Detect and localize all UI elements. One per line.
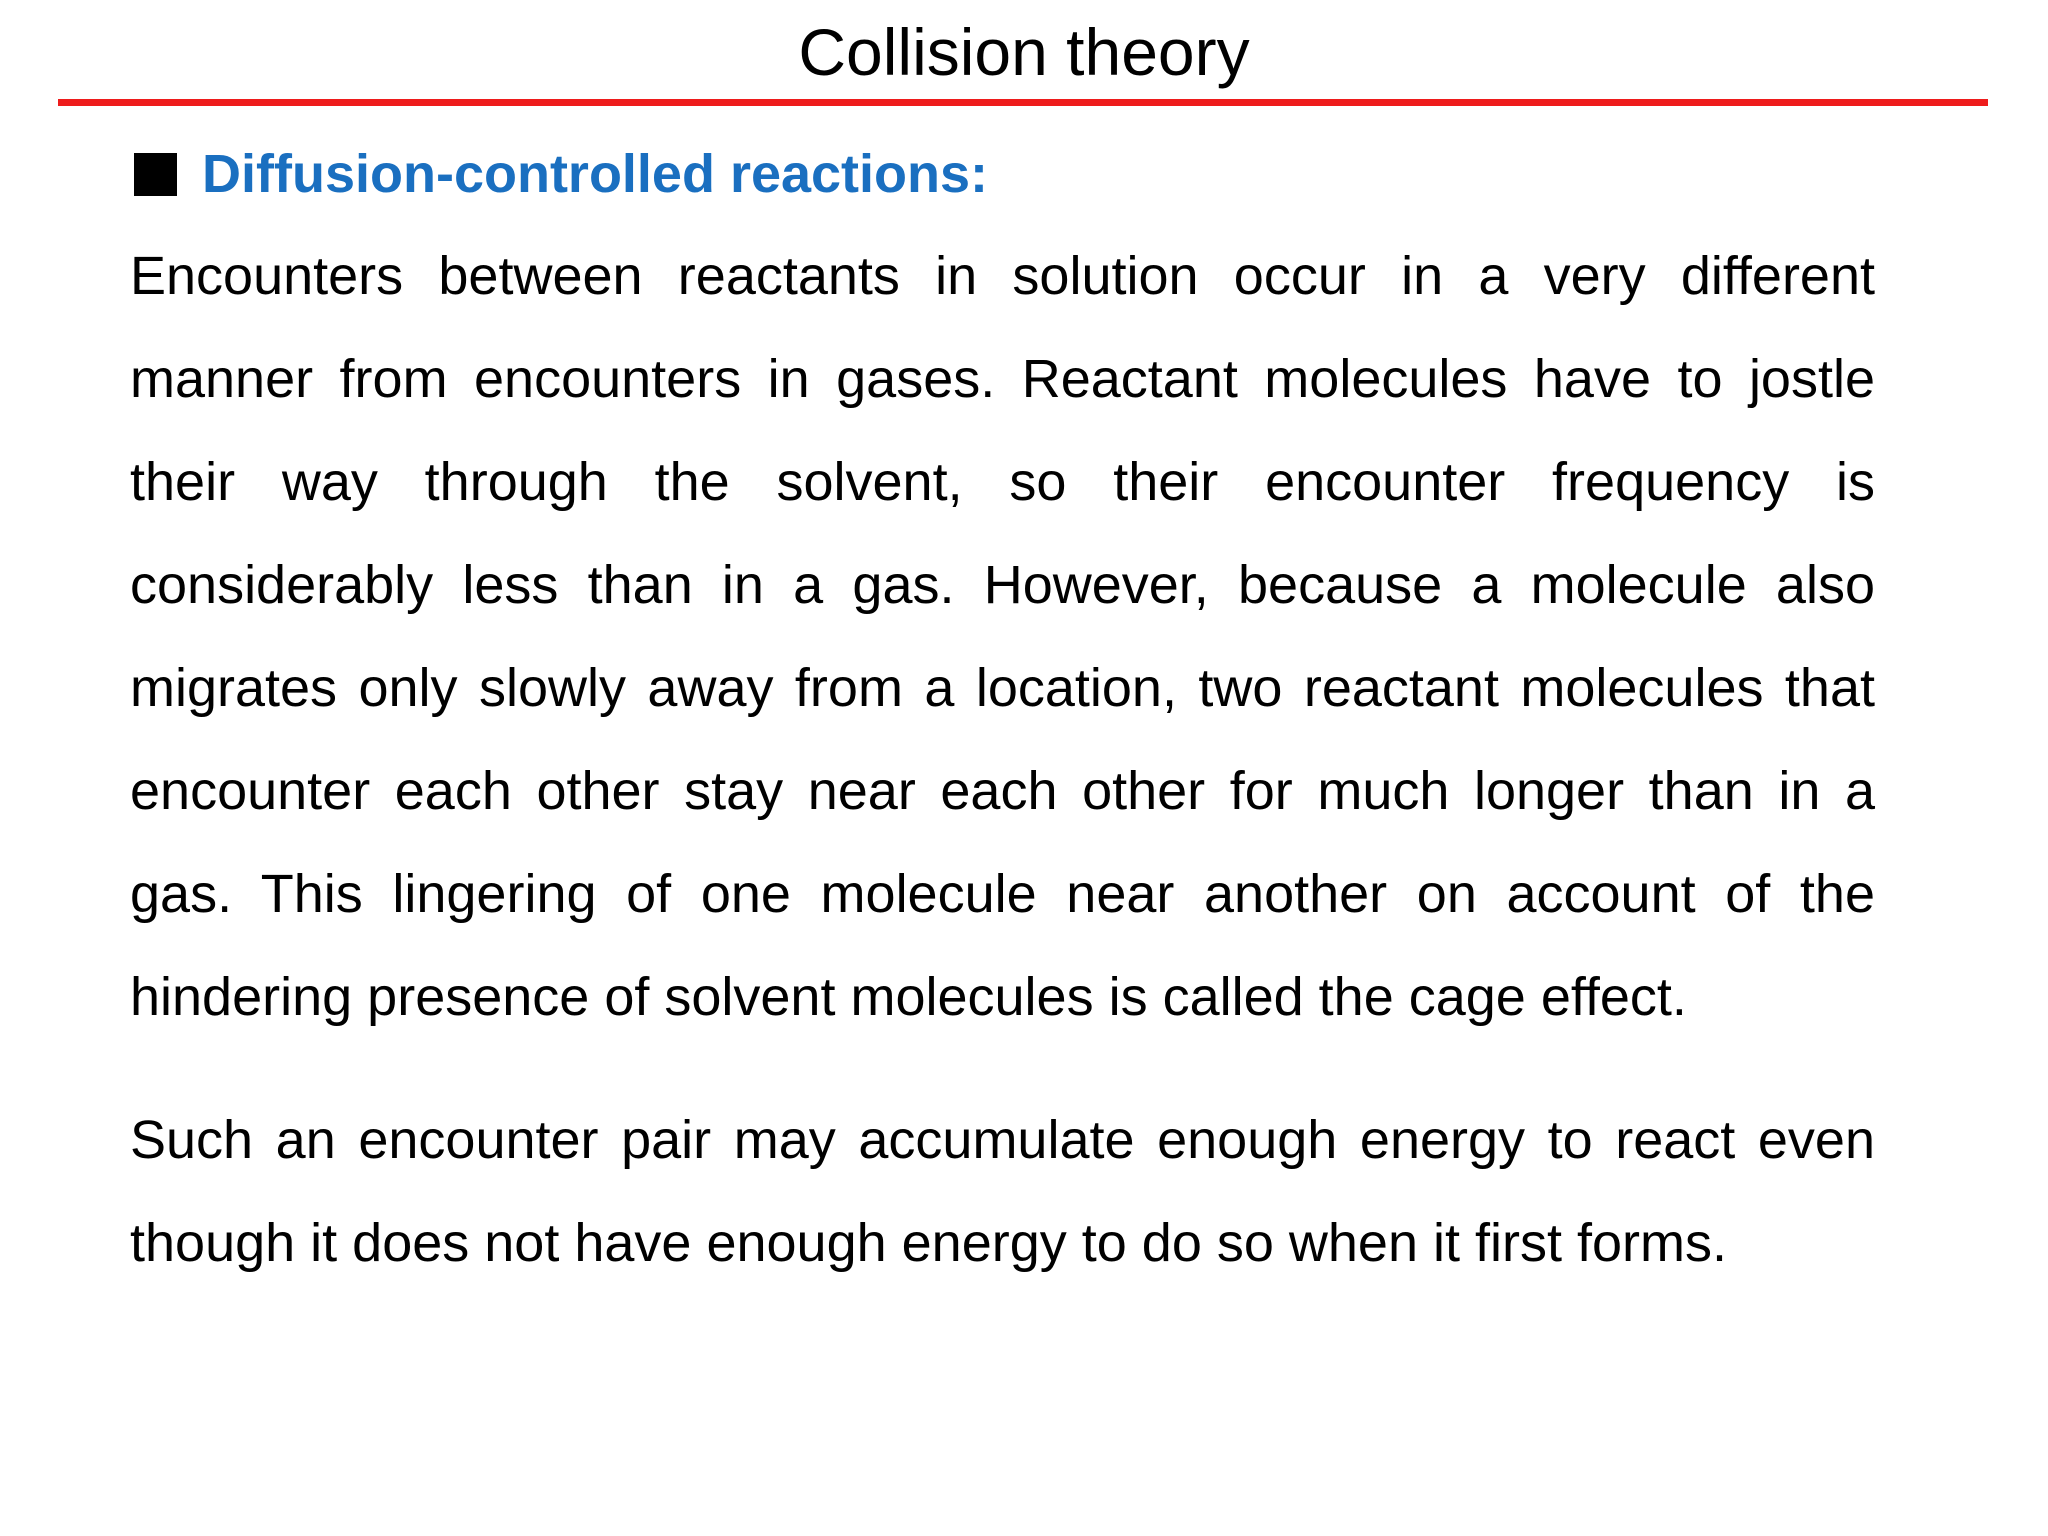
title-divider (58, 99, 1988, 106)
body-paragraph-2: Such an encounter pair may accumulate enough energy to react even though it does not have enough energy to do so when it first forms. (130, 1110, 1875, 1273)
section-heading (134, 134, 988, 214)
section-heading-text: Diffusion-controlled reactions: (202, 144, 989, 204)
slide-title: Collision theory (798, 15, 1250, 89)
square-bullet-icon (134, 153, 177, 196)
body-paragraph-1: Encounters between reactants in solution occur in a very different manner from encounters in gases. Reactant molecules have to jostle their way through the solvent, so their encounter frequency is considerably less than in a gas. However, because a molecule also migrates only slowly away from a location, two reactant molecules that encounter each other stay near each other for much longer than in a gas. This lingering of one molecule near another on account of the hindering presence of solvent molecules is called the cage effect. (130, 246, 1875, 1027)
